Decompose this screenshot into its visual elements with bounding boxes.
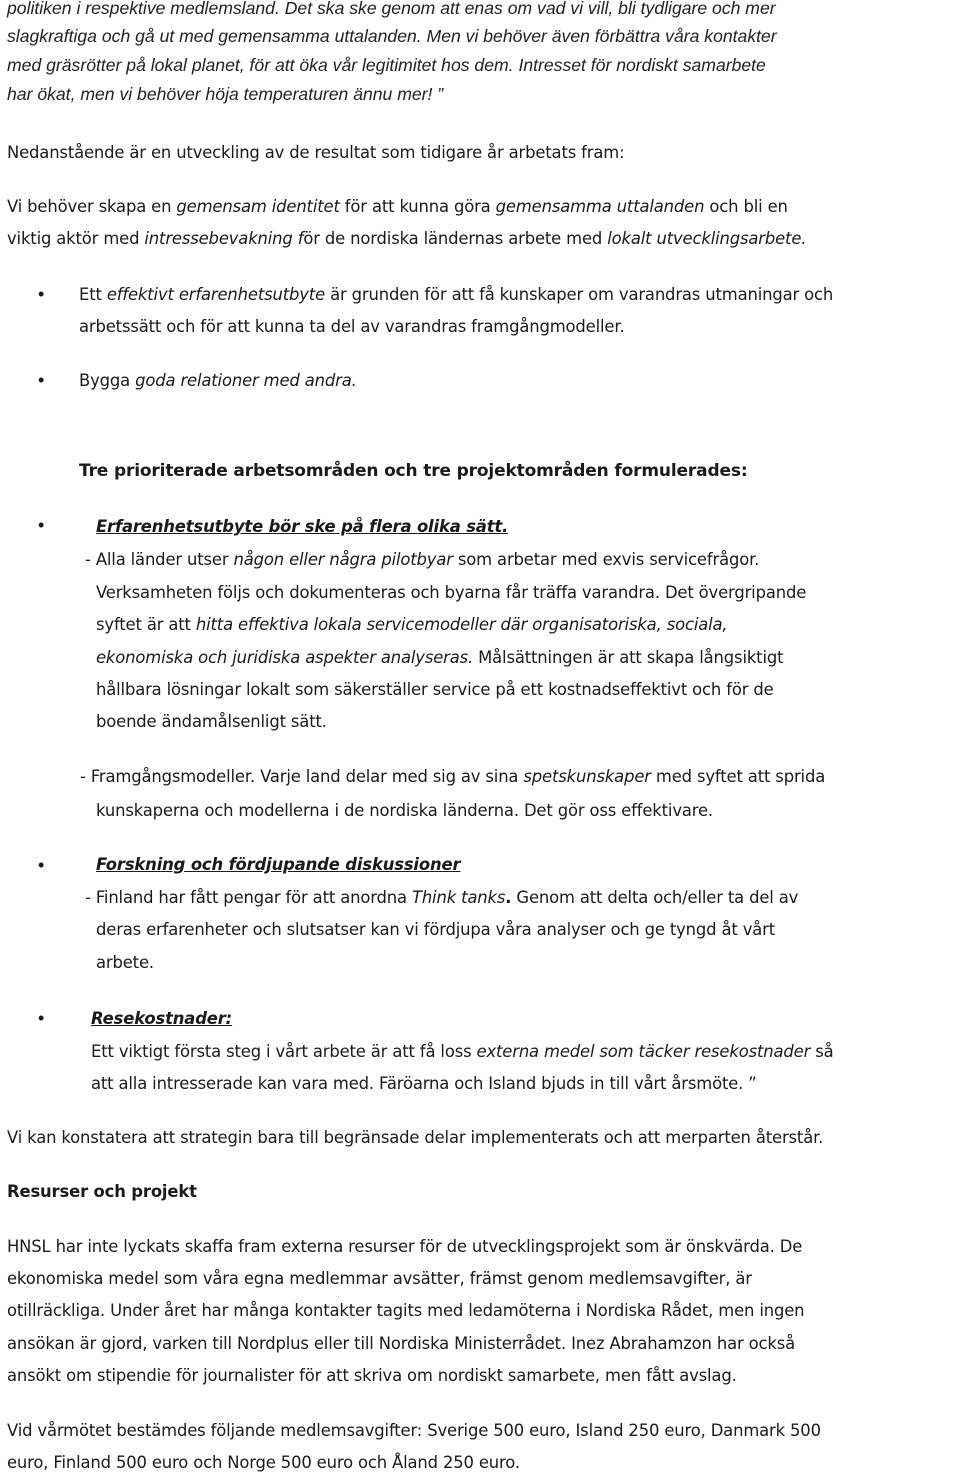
paragraph-hnsl-line: HNSL har inte lyckats skaffa fram externa resurser för de utvecklingsprojekt som är önskvärda. De [7,1237,803,1256]
bullet-marker: • [38,370,45,390]
section-line: syftet är att hitta effektiva lokala servicemodeller där organisatoriska, sociala, [96,615,728,634]
bullet-marker: • [38,515,45,535]
section-title: Resekostnader: [91,1009,233,1028]
heading-resurser: Resurser och projekt [7,1182,197,1201]
paragraph-konstatera: Vi kan konstatera att strategin bara till begränsade delar implementerats och att merparten återstår. [7,1128,824,1147]
paragraph-avgifter-line: Vid vårmötet bestämdes följande medlemsavgifter: Sverige 500 euro, Island 250 euro, Danmark 500 [7,1421,821,1440]
section-line: hållbara lösningar lokalt som säkerställer service på ett kostnadseffektivt och för de [96,680,774,699]
paragraph-vi-behover-line: Vi behöver skapa en gemensam identitet för att kunna göra gemensamma uttalanden och bli en [7,197,788,216]
paragraph-hnsl-line: ekonomiska medel som våra egna medlemmar avsätter, främst genom medlemsavgifter, är [7,1269,752,1288]
paragraph-avgifter-line: euro, Finland 500 euro och Norge 500 euro och Åland 250 euro. [7,1453,520,1472]
bullet-text: arbetssätt och för att kunna ta del av varandras framgångmodeller. [79,317,625,336]
section-title: Erfarenhetsutbyte bör ske på flera olika sätt. [96,517,509,536]
section-line: - Framgångsmodeller. Varje land delar med sig av sina spetskunskaper med syftet att sprida [80,767,826,786]
section-line: deras erfarenheter och slutsatser kan vi fördjupa våra analyser och ge tyngd åt vårt [96,920,776,939]
section-line: ekonomiska och juridiska aspekter analyseras. Målsättningen är att skapa långsiktigt [96,648,784,667]
section-line: att alla intresserade kan vara med. Färöarna och Island bjuds in till vårt årsmöte. ” [91,1074,757,1093]
bullet-marker: • [38,1008,45,1028]
intro-line: har ökat, men vi behöver höja temperaturen ännu mer! ” [7,84,444,104]
section-line: kunskaperna och modellerna i de nordiska länderna. Det gör oss effektivare. [96,801,713,820]
paragraph-hnsl-line: ansökt om stipendie för journalister för att skriva om nordiskt samarbete, men fått avslag. [7,1366,737,1385]
section-line: Verksamheten följs och dokumenteras och byarna får träffa varandra. Det övergripande [96,583,807,602]
paragraph-hnsl-line: otillräckliga. Under året har många kontakter tagits med ledamöterna i Nordiska Rådet, men ingen [7,1301,805,1320]
section-line: - Finland har fått pengar för att anordna Think tanks. Genom att delta och/eller ta del av [85,888,799,907]
bullet-text: Bygga goda relationer med andra. [79,371,357,390]
section-title: Forskning och fördjupande diskussioner [96,855,461,874]
bullet-text: Ett effektivt erfarenhetsutbyte är grunden för att få kunskaper om varandras utmaningar och [79,285,834,304]
bullet-marker: • [38,855,45,875]
section-heading: Tre prioriterade arbetsområden och tre projektområden formulerades: [79,461,748,481]
section-line: - Alla länder utser någon eller några pilotbyar som arbetar med exvis servicefrågor. [85,550,760,569]
intro-line: med gräsrötter på lokal planet, för att öka vår legitimitet hos dem. Intresset för nordiskt samarbete [7,55,766,75]
paragraph-vi-behover-line: viktig aktör med intressebevakning för de nordiska ländernas arbete med lokalt utvecklingsarbete. [7,229,807,248]
section-line: Ett viktigt första steg i vårt arbete är att få loss externa medel som täcker resekostnader så [91,1042,834,1061]
paragraph-hnsl-line: ansökan är gjord, varken till Nordplus eller till Nordiska Ministerrådet. Inez Abrahamzon har också [7,1334,795,1353]
section-line: arbete. [96,953,154,972]
intro-line: slagkraftiga och gå ut med gemensamma uttalanden. Men vi behöver även förbättra våra kontakter [7,26,777,46]
bullet-marker: • [38,284,45,304]
intro-line: politiken i respektive medlemsland. Det ska ske genom att enas om vad vi vill, bli tydligare och mer [7,0,776,18]
section-line: boende ändamålsenligt sätt. [96,712,327,731]
paragraph-nedanstaende: Nedanstående är en utveckling av de resultat som tidigare år arbetats fram: [7,143,625,162]
